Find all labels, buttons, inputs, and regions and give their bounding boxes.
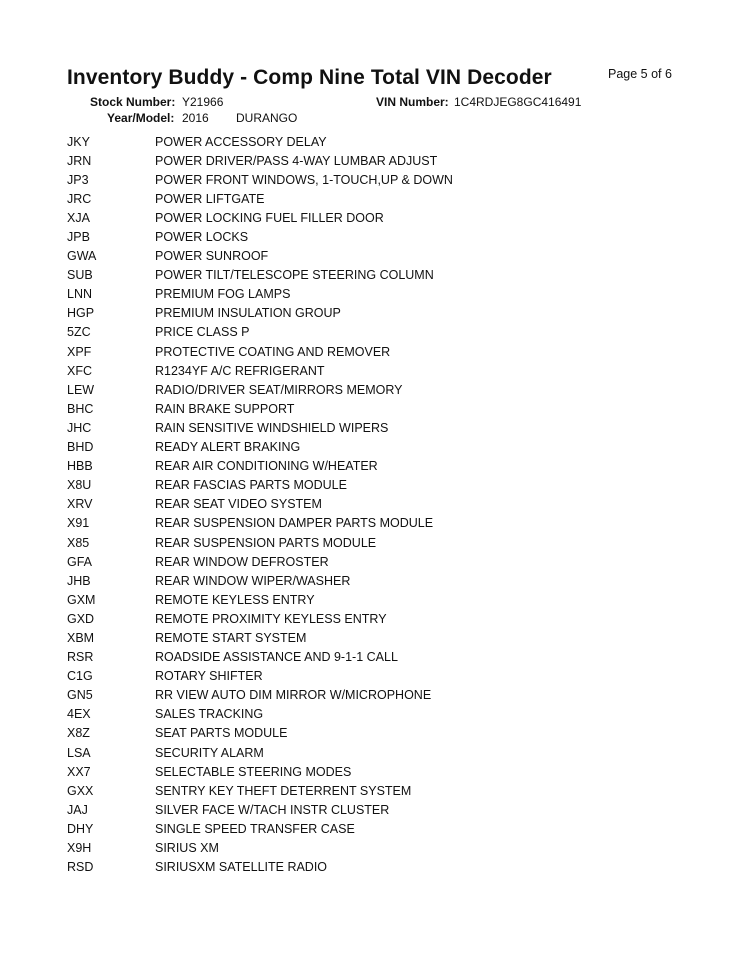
- option-code: LNN: [67, 287, 93, 302]
- option-row: [67, 533, 707, 552]
- option-row: [67, 800, 707, 819]
- option-description: RADIO/DRIVER SEAT/MIRRORS MEMORY: [155, 382, 403, 397]
- option-description: SEAT PARTS MODULE: [155, 726, 288, 741]
- vin-number-value: 1C4RDJEG8GC416491: [454, 95, 582, 109]
- option-code: RSR: [67, 650, 94, 665]
- option-row: [67, 399, 707, 418]
- option-row: [67, 418, 707, 437]
- option-description: REMOTE START SYSTEM: [155, 630, 307, 645]
- option-description: RR VIEW AUTO DIM MIRROR W/MICROPHONE: [155, 688, 432, 703]
- option-description: PREMIUM INSULATION GROUP: [155, 306, 341, 321]
- option-code: X8Z: [67, 726, 90, 741]
- option-row: [67, 132, 707, 151]
- option-description: ROADSIDE ASSISTANCE AND 9-1-1 CALL: [155, 650, 398, 665]
- option-row: [67, 819, 707, 838]
- option-row: [67, 266, 707, 285]
- option-row: [67, 495, 707, 514]
- option-description: REAR FASCIAS PARTS MODULE: [155, 478, 347, 493]
- model-value: DURANGO: [236, 111, 298, 125]
- option-description: SELECTABLE STEERING MODES: [155, 764, 352, 779]
- page-number: Page 5 of 6: [608, 67, 672, 81]
- option-row: [67, 743, 707, 762]
- option-description: RAIN SENSITIVE WINDSHIELD WIPERS: [155, 420, 389, 435]
- option-description: ROTARY SHIFTER: [155, 669, 263, 684]
- option-row: [67, 781, 707, 800]
- option-row: [67, 438, 707, 457]
- option-code: LEW: [67, 382, 95, 397]
- option-row: [67, 323, 707, 342]
- option-row: [67, 227, 707, 246]
- option-description: REAR SEAT VIDEO SYSTEM: [155, 497, 322, 512]
- option-code: C1G: [67, 669, 93, 684]
- option-code: 5ZC: [67, 325, 91, 340]
- option-code: JRN: [67, 153, 92, 168]
- option-description: SIRIUSXM SATELLITE RADIO: [155, 860, 328, 875]
- option-code: JHB: [67, 573, 91, 588]
- option-code: RSD: [67, 860, 94, 875]
- option-code: XBM: [67, 630, 95, 645]
- option-row: [67, 686, 707, 705]
- option-row: [67, 628, 707, 647]
- option-row: [67, 514, 707, 533]
- option-code: BHD: [67, 440, 94, 455]
- option-code: X85: [67, 535, 90, 550]
- option-description: REMOTE PROXIMITY KEYLESS ENTRY: [155, 611, 387, 626]
- stock-number-value: Y21966: [182, 95, 224, 109]
- option-description: PREMIUM FOG LAMPS: [155, 287, 291, 302]
- option-code: SUB: [67, 268, 93, 283]
- option-description: POWER SUNROOF: [155, 249, 269, 264]
- option-description: REAR WINDOW DEFROSTER: [155, 554, 329, 569]
- option-description: POWER LOCKING FUEL FILLER DOOR: [155, 210, 384, 225]
- option-description: POWER FRONT WINDOWS, 1-TOUCH,UP & DOWN: [155, 172, 453, 187]
- option-description: POWER LIFTGATE: [155, 191, 265, 206]
- option-row: [67, 724, 707, 743]
- option-code: XX7: [67, 764, 91, 779]
- option-code: GFA: [67, 554, 93, 569]
- option-code: 4EX: [67, 707, 91, 722]
- option-code: GXX: [67, 783, 94, 798]
- option-code: GXM: [67, 592, 96, 607]
- option-row: [67, 571, 707, 590]
- option-row: [67, 247, 707, 266]
- option-description: READY ALERT BRAKING: [155, 440, 301, 455]
- option-code: HBB: [67, 459, 93, 474]
- option-description: SINGLE SPEED TRANSFER CASE: [155, 821, 355, 836]
- option-description: RAIN BRAKE SUPPORT: [155, 401, 295, 416]
- option-description: SILVER FACE W/TACH INSTR CLUSTER: [155, 802, 390, 817]
- vin-number-field: [376, 95, 582, 109]
- option-row: [67, 762, 707, 781]
- option-row: [67, 648, 707, 667]
- option-row: [67, 189, 707, 208]
- option-description: SECURITY ALARM: [155, 745, 264, 760]
- option-code: JPB: [67, 230, 90, 245]
- option-description: REAR AIR CONDITIONING W/HEATER: [155, 459, 378, 474]
- option-code: HGP: [67, 306, 95, 321]
- option-row: [67, 342, 707, 361]
- option-code: JP3: [67, 172, 89, 187]
- stock-number-field: [90, 95, 224, 109]
- stock-number-label: Stock Number:: [90, 95, 176, 109]
- option-row: [67, 304, 707, 323]
- option-row: [67, 151, 707, 170]
- option-row: [67, 838, 707, 857]
- option-code: X91: [67, 516, 90, 531]
- option-description: SALES TRACKING: [155, 707, 264, 722]
- option-row: [67, 285, 707, 304]
- option-row: [67, 590, 707, 609]
- option-description: PROTECTIVE COATING AND REMOVER: [155, 344, 391, 359]
- option-row: [67, 208, 707, 227]
- option-code: GWA: [67, 249, 97, 264]
- option-row: [67, 476, 707, 495]
- option-row: [67, 667, 707, 686]
- option-row: [67, 609, 707, 628]
- vin-number-label: VIN Number:: [376, 95, 449, 109]
- option-code: X8U: [67, 478, 92, 493]
- option-code-list: [67, 132, 707, 877]
- option-code: X9H: [67, 841, 92, 856]
- option-code: BHC: [67, 401, 94, 416]
- option-row: [67, 705, 707, 724]
- option-description: PRICE CLASS P: [155, 325, 250, 340]
- option-code: GXD: [67, 611, 95, 626]
- option-description: POWER ACCESSORY DELAY: [155, 134, 327, 149]
- option-description: R1234YF A/C REFRIGERANT: [155, 363, 325, 378]
- option-description: REMOTE KEYLESS ENTRY: [155, 592, 315, 607]
- option-description: REAR SUSPENSION DAMPER PARTS MODULE: [155, 516, 434, 531]
- option-code: JRC: [67, 191, 92, 206]
- option-row: [67, 361, 707, 380]
- option-row: [67, 858, 707, 877]
- option-code: XPF: [67, 344, 92, 359]
- option-code: XFC: [67, 363, 92, 378]
- option-code: JAJ: [67, 802, 88, 817]
- option-description: SENTRY KEY THEFT DETERRENT SYSTEM: [155, 783, 412, 798]
- year-value: 2016: [182, 111, 209, 125]
- option-code: JHC: [67, 420, 92, 435]
- option-description: POWER TILT/TELESCOPE STEERING COLUMN: [155, 268, 434, 283]
- option-row: [67, 170, 707, 189]
- year-model-field: [107, 111, 298, 125]
- year-model-label: Year/Model:: [107, 111, 175, 125]
- option-code: JKY: [67, 134, 90, 149]
- option-description: POWER LOCKS: [155, 230, 249, 245]
- option-description: REAR WINDOW WIPER/WASHER: [155, 573, 351, 588]
- option-code: XJA: [67, 210, 90, 225]
- option-row: [67, 552, 707, 571]
- option-code: DHY: [67, 821, 94, 836]
- document-title: Inventory Buddy - Comp Nine Total VIN Decoder: [67, 66, 552, 89]
- option-description: REAR SUSPENSION PARTS MODULE: [155, 535, 377, 550]
- option-row: [67, 457, 707, 476]
- option-code: LSA: [67, 745, 91, 760]
- option-description: SIRIUS XM: [155, 841, 219, 856]
- option-row: [67, 380, 707, 399]
- option-code: GN5: [67, 688, 93, 703]
- option-code: XRV: [67, 497, 93, 512]
- option-description: POWER DRIVER/PASS 4-WAY LUMBAR ADJUST: [155, 153, 438, 168]
